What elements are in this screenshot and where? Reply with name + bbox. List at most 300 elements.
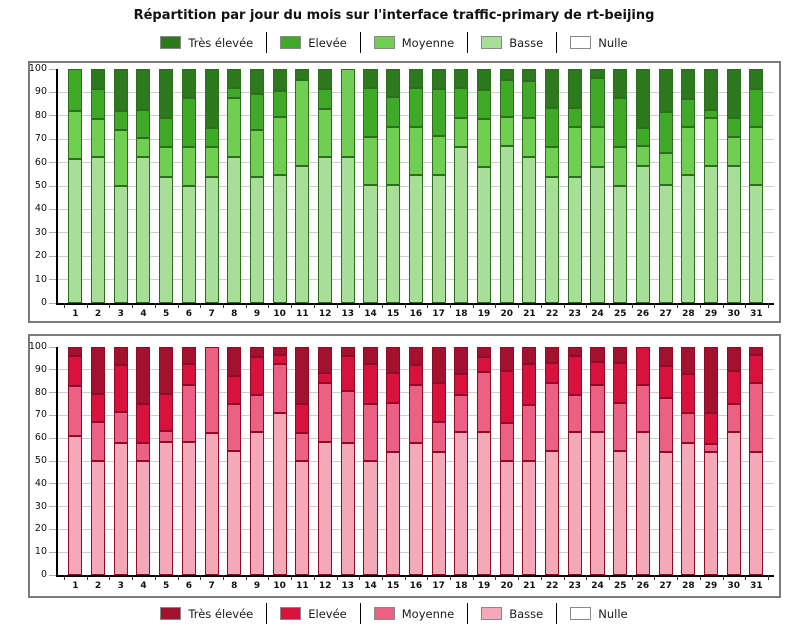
bar-segment xyxy=(409,347,423,365)
bar-slot xyxy=(563,69,586,303)
bar-segment xyxy=(205,433,219,576)
bar-segment xyxy=(159,394,173,432)
bar-segment xyxy=(114,186,128,303)
x-tick-label: 10 xyxy=(273,581,286,591)
stacked-bar-day-28 xyxy=(681,69,695,303)
bar-segment xyxy=(545,108,559,148)
chart-red-stacked-bars xyxy=(28,334,781,598)
x-tick xyxy=(450,303,451,308)
bar-slot xyxy=(87,347,110,575)
x-tick xyxy=(268,575,269,580)
bar-segment xyxy=(341,391,355,442)
x-tick-label: 23 xyxy=(568,309,582,319)
bar-slot xyxy=(359,347,382,575)
y-tick xyxy=(49,438,56,439)
x-tick-label: 13 xyxy=(341,309,355,319)
bar-slot xyxy=(291,347,314,575)
bar-segment xyxy=(318,69,332,89)
x-tick xyxy=(87,575,88,580)
bar-segment xyxy=(454,118,468,147)
x-tick xyxy=(314,303,315,308)
bar-slot xyxy=(64,69,87,303)
y-tick xyxy=(49,483,56,484)
x-tick-label: 26 xyxy=(636,581,650,591)
y-tick-label: 50 xyxy=(34,180,47,191)
x-tick-label: 15 xyxy=(386,309,400,319)
stacked-bar-day-15 xyxy=(386,347,400,575)
x-tick-label: 20 xyxy=(500,581,513,591)
x-tick-label: 16 xyxy=(409,581,423,591)
x-tick xyxy=(223,575,224,580)
bar-segment xyxy=(273,413,287,575)
bar-segment xyxy=(590,78,604,127)
x-tick-label: 19 xyxy=(477,309,491,319)
x-tick xyxy=(64,575,65,580)
bar-segment xyxy=(749,127,763,184)
bar-segment xyxy=(386,185,400,303)
stacked-bar-day-22 xyxy=(545,69,559,303)
y-tick-label: 60 xyxy=(34,432,47,444)
bar-slot xyxy=(450,347,473,575)
bar-segment xyxy=(273,364,287,413)
y-tick-label: 30 xyxy=(34,500,47,512)
legend-separator xyxy=(360,603,361,624)
y-tick xyxy=(49,392,56,393)
stacked-bar-day-19 xyxy=(477,347,491,575)
bar-segment xyxy=(749,69,763,89)
x-tick-label: 3 xyxy=(117,581,124,591)
bar-segment xyxy=(681,443,695,575)
x-tick xyxy=(405,575,406,580)
legend-label: Nulle xyxy=(598,606,628,621)
bar-segment xyxy=(91,422,105,461)
x-tick-label: 21 xyxy=(523,581,536,591)
stacked-bar-day-18 xyxy=(454,69,468,303)
stacked-bar-day-14 xyxy=(363,347,377,575)
bar-segment xyxy=(522,157,536,303)
y-tick-label: 40 xyxy=(34,203,47,215)
legend-item xyxy=(481,607,543,621)
bar-slot xyxy=(495,347,518,575)
x-tick xyxy=(200,575,201,580)
bar-segment xyxy=(590,69,604,78)
bar-segment xyxy=(205,347,219,433)
bar-segment xyxy=(363,185,377,303)
x-tick-label: 22 xyxy=(545,309,559,319)
bar-segment xyxy=(409,69,423,88)
bar-slot xyxy=(700,347,723,575)
bar-segment xyxy=(68,386,82,436)
x-tick-label: 28 xyxy=(682,581,695,591)
x-tick xyxy=(427,303,428,308)
bar-segment xyxy=(409,365,423,384)
bar-segment xyxy=(250,94,264,130)
bar-segment xyxy=(227,98,241,157)
stacked-bar-day-9 xyxy=(250,347,264,575)
legend-separator xyxy=(467,603,468,624)
bar-segment xyxy=(409,175,423,303)
bar-slot xyxy=(336,69,359,303)
x-tick-label: 7 xyxy=(208,581,215,591)
y-tick xyxy=(49,139,56,140)
y-tick-label: 40 xyxy=(34,477,47,489)
bar-segment xyxy=(386,452,400,575)
x-tick-label: 12 xyxy=(318,581,332,591)
y-tick-label: 20 xyxy=(34,250,47,262)
x-tick xyxy=(405,303,406,308)
x-tick xyxy=(586,575,587,580)
bar-segment xyxy=(68,111,82,159)
stacked-bar-day-1 xyxy=(68,347,82,575)
x-tick xyxy=(745,575,746,580)
bar-segment xyxy=(454,374,468,395)
bar-segment xyxy=(182,186,196,303)
legend-label: Très élevée xyxy=(188,606,254,621)
bar-segment xyxy=(727,137,741,166)
x-labels-row xyxy=(58,581,774,591)
x-tick-label: 14 xyxy=(364,581,377,591)
bar-segment xyxy=(500,117,514,146)
y-tick xyxy=(49,575,56,576)
x-tick-label: 10 xyxy=(273,309,286,319)
bar-slot xyxy=(586,69,609,303)
bar-segment xyxy=(114,347,128,365)
x-tick-label: 6 xyxy=(185,309,192,319)
bar-segment xyxy=(568,108,582,128)
bar-segment xyxy=(681,347,695,374)
bar-segment xyxy=(704,347,718,413)
bar-segment xyxy=(341,443,355,575)
stacked-bar-day-13 xyxy=(341,69,355,303)
bar-segment xyxy=(500,69,514,80)
legend-item xyxy=(570,607,627,621)
bar-segment xyxy=(522,81,536,118)
stacked-bar-day-3 xyxy=(114,347,128,575)
bar-segment xyxy=(545,177,559,303)
bar-slot xyxy=(473,69,496,303)
bar-segment xyxy=(432,69,446,89)
x-tick-label: 25 xyxy=(613,581,627,591)
x-tick-label: 23 xyxy=(568,581,582,591)
bar-segment xyxy=(522,118,536,157)
x-tick-label: 5 xyxy=(163,581,170,591)
bar-slot xyxy=(632,69,655,303)
bar-segment xyxy=(159,431,173,441)
bar-segment xyxy=(136,69,150,110)
legend-swatch-icon xyxy=(280,36,301,49)
bar-slot xyxy=(473,347,496,575)
y-tick-label: 60 xyxy=(34,156,47,168)
bar-segment xyxy=(568,69,582,108)
legend-separator xyxy=(360,32,361,53)
x-tick xyxy=(723,303,724,308)
bar-segment xyxy=(727,118,741,137)
bar-segment xyxy=(205,177,219,303)
x-tick xyxy=(768,303,769,308)
bar-segment xyxy=(545,147,559,176)
y-tick xyxy=(49,209,56,210)
bar-segment xyxy=(636,69,650,128)
bar-segment xyxy=(250,177,264,303)
legend-swatch-icon xyxy=(160,607,181,620)
bar-segment xyxy=(68,356,82,386)
bar-slot xyxy=(178,69,201,303)
stacked-bar-day-30 xyxy=(727,69,741,303)
bar-segment xyxy=(545,69,559,108)
bar-segment xyxy=(136,443,150,461)
bar-segment xyxy=(727,404,741,433)
legend-label: Elevée xyxy=(308,35,347,50)
bar-segment xyxy=(636,385,650,433)
bar-slot xyxy=(132,347,155,575)
bar-segment xyxy=(386,373,400,403)
x-tick-label: 26 xyxy=(636,309,650,319)
stacked-bar-day-16 xyxy=(409,347,423,575)
bar-segment xyxy=(409,127,423,175)
bar-segment xyxy=(590,127,604,167)
bar-segment xyxy=(749,355,763,384)
legend-bottom xyxy=(0,603,788,624)
bar-segment xyxy=(273,347,287,355)
x-tick xyxy=(337,575,338,580)
bar-segment xyxy=(477,347,491,357)
y-tick xyxy=(49,529,56,530)
bar-slot xyxy=(722,347,745,575)
x-tick xyxy=(87,303,88,308)
stacked-bar-day-2 xyxy=(91,69,105,303)
bar-segment xyxy=(386,127,400,184)
bar-segment xyxy=(91,394,105,423)
bar-segment xyxy=(749,347,763,355)
bar-segment xyxy=(477,432,491,575)
x-tick xyxy=(246,575,247,580)
bar-segment xyxy=(363,461,377,575)
x-tick xyxy=(382,575,383,580)
bar-segment xyxy=(454,147,468,303)
x-labels-row xyxy=(58,309,774,319)
bar-segment xyxy=(159,147,173,176)
bar-segment xyxy=(568,177,582,303)
bar-slot xyxy=(246,69,269,303)
bar-segment xyxy=(432,347,446,383)
bar-segment xyxy=(613,98,627,147)
bar-slot xyxy=(586,347,609,575)
stacked-bar-day-19 xyxy=(477,69,491,303)
stacked-bar-day-8 xyxy=(227,347,241,575)
stacked-bar-day-20 xyxy=(500,347,514,575)
bar-segment xyxy=(454,432,468,575)
bar-slot xyxy=(382,69,405,303)
bar-slot xyxy=(700,69,723,303)
bar-segment xyxy=(522,347,536,364)
x-tick xyxy=(745,303,746,308)
bar-slot xyxy=(109,347,132,575)
bar-segment xyxy=(613,363,627,403)
x-tick-label: 8 xyxy=(231,309,238,319)
y-tick-label: 10 xyxy=(34,273,47,285)
bar-slot xyxy=(405,69,428,303)
x-tick xyxy=(155,575,156,580)
bar-slot xyxy=(223,69,246,303)
legend-label: Basse xyxy=(509,35,544,50)
bar-segment xyxy=(545,363,559,384)
bar-segment xyxy=(500,146,514,303)
bar-segment xyxy=(227,157,241,303)
x-tick-label: 3 xyxy=(117,309,124,319)
bar-slot xyxy=(609,69,632,303)
x-tick-label: 12 xyxy=(318,309,332,319)
stacked-bar-day-21 xyxy=(522,69,536,303)
y-tick xyxy=(49,162,56,163)
bar-segment xyxy=(182,385,196,442)
bar-slot xyxy=(677,347,700,575)
bar-segment xyxy=(545,383,559,450)
bar-slot xyxy=(745,347,768,575)
legend-separator xyxy=(556,603,557,624)
bar-segment xyxy=(681,413,695,443)
x-tick xyxy=(609,303,610,308)
page-title: Répartition par jour du mois sur l'interface traffic-primary de rt-beijing xyxy=(133,8,655,23)
bar-segment xyxy=(205,69,219,128)
bar-segment xyxy=(250,395,264,433)
bar-segment xyxy=(477,357,491,372)
bar-segment xyxy=(432,452,446,575)
x-tick-label: 21 xyxy=(523,309,536,319)
x-tick xyxy=(200,303,201,308)
bar-segment xyxy=(318,383,332,441)
bar-segment xyxy=(500,371,514,423)
bar-segment xyxy=(613,451,627,575)
x-tick-label: 6 xyxy=(185,581,192,591)
x-tick xyxy=(64,303,65,308)
bar-segment xyxy=(363,404,377,461)
x-tick xyxy=(450,575,451,580)
stacked-bar-day-27 xyxy=(659,69,673,303)
bar-segment xyxy=(659,185,673,303)
bar-slot xyxy=(336,347,359,575)
x-tick-label: 5 xyxy=(163,309,170,319)
bar-segment xyxy=(477,119,491,167)
x-tick-label: 31 xyxy=(750,581,763,591)
y-tick-label: 50 xyxy=(34,455,47,466)
x-tick-label: 27 xyxy=(659,581,672,591)
bar-segment xyxy=(182,364,196,385)
x-tick xyxy=(700,575,701,580)
bar-segment xyxy=(659,112,673,153)
bar-segment xyxy=(250,69,264,94)
bar-segment xyxy=(159,69,173,118)
x-tick-label: 18 xyxy=(455,309,468,319)
bar-slot xyxy=(382,347,405,575)
x-tick-label: 24 xyxy=(591,309,604,319)
bar-segment xyxy=(454,395,468,433)
bar-segment xyxy=(749,185,763,303)
bar-segment xyxy=(704,118,718,166)
bar-segment xyxy=(477,69,491,90)
x-tick xyxy=(654,303,655,308)
x-tick-label: 17 xyxy=(432,581,445,591)
legend-swatch-icon xyxy=(481,36,502,49)
x-tick-label: 28 xyxy=(682,309,695,319)
x-tick-label: 13 xyxy=(341,581,355,591)
y-tick-label: 100 xyxy=(28,341,47,352)
bar-segment xyxy=(749,452,763,575)
x-tick xyxy=(541,575,542,580)
bar-segment xyxy=(432,175,446,303)
bar-segment xyxy=(91,119,105,156)
bar-segment xyxy=(590,385,604,433)
y-tick-label: 90 xyxy=(34,86,47,98)
bar-segment xyxy=(500,80,514,117)
legend-separator xyxy=(266,32,267,53)
bar-segment xyxy=(318,442,332,575)
bar-segment xyxy=(114,69,128,111)
stacked-bar-day-30 xyxy=(727,347,741,575)
y-tick xyxy=(49,256,56,257)
y-tick-label: 30 xyxy=(34,226,47,238)
x-tick xyxy=(541,303,542,308)
y-tick-label: 0 xyxy=(40,297,47,308)
bar-segment xyxy=(227,69,241,88)
x-tick xyxy=(677,303,678,308)
x-tick xyxy=(518,575,519,580)
chart-green-stacked-bars xyxy=(28,61,781,323)
bar-segment xyxy=(704,413,718,444)
y-tick-label: 10 xyxy=(34,546,47,558)
legend-label: Moyenne xyxy=(401,35,455,50)
x-tick xyxy=(518,303,519,308)
bar-segment xyxy=(136,110,150,138)
x-tick xyxy=(473,575,474,580)
bar-slot xyxy=(223,347,246,575)
bar-segment xyxy=(273,69,287,91)
stacked-bar-day-23 xyxy=(568,69,582,303)
bar-segment xyxy=(91,461,105,575)
x-tick-label: 27 xyxy=(659,309,672,319)
bar-segment xyxy=(68,159,82,303)
x-tick xyxy=(359,575,360,580)
stacked-bar-day-28 xyxy=(681,347,695,575)
x-tick xyxy=(654,575,655,580)
bar-segment xyxy=(182,442,196,575)
bar-segment xyxy=(568,127,582,176)
y-tick xyxy=(49,303,56,304)
legend-label: Elevée xyxy=(308,606,347,621)
stacked-bar-day-31 xyxy=(749,69,763,303)
legend-label: Basse xyxy=(509,606,544,621)
bar-segment xyxy=(454,69,468,88)
bar-segment xyxy=(590,432,604,575)
x-tick-label: 15 xyxy=(386,581,400,591)
y-tick-label: 70 xyxy=(34,133,47,145)
stacked-bar-day-2 xyxy=(91,347,105,575)
plot-area-red xyxy=(28,341,774,591)
bar-segment xyxy=(68,436,82,575)
bar-segment xyxy=(477,372,491,432)
bar-segment xyxy=(159,347,173,394)
bar-segment xyxy=(159,118,173,147)
stacked-bar-day-9 xyxy=(250,69,264,303)
legend-swatch-icon xyxy=(374,607,395,620)
x-tick xyxy=(223,303,224,308)
y-tick xyxy=(49,115,56,116)
bar-slot xyxy=(518,347,541,575)
bar-segment xyxy=(613,186,627,303)
bar-segment xyxy=(91,89,105,119)
bar-segment xyxy=(659,153,673,185)
bar-segment xyxy=(636,146,650,166)
y-tick xyxy=(49,552,56,553)
